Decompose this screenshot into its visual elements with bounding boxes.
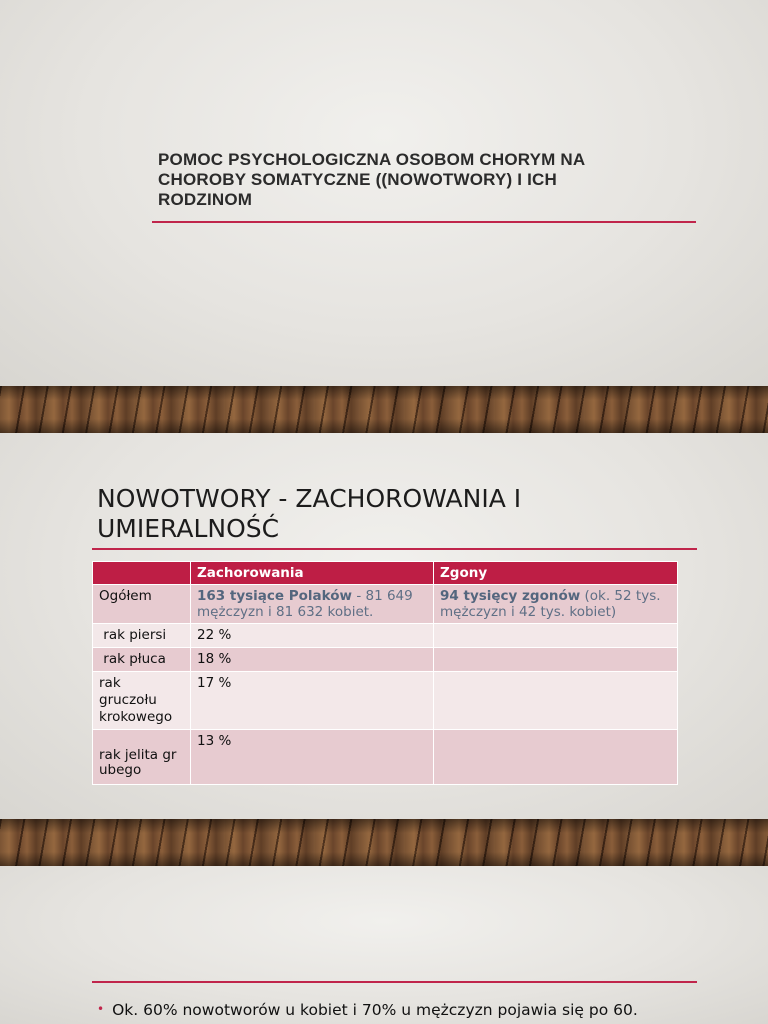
slide-1	[0, 0, 768, 386]
cancer-statistics-table	[92, 561, 678, 785]
slide-1-title-rule	[152, 221, 696, 223]
table-header-row	[93, 562, 678, 585]
table-row	[93, 672, 678, 730]
deaths-detail: (ok. 52 tys. mężczyzn i 42 tys. kobiet)	[440, 588, 661, 620]
wood-floor-divider-1	[0, 386, 768, 433]
row-deaths	[434, 585, 678, 624]
wood-floor-divider-2	[0, 819, 768, 866]
row-cases: 18 %	[191, 648, 434, 672]
bullet-dot-icon: •	[97, 1002, 105, 1016]
row-cases: 22 %	[191, 624, 434, 648]
header-empty	[93, 562, 191, 585]
row-deaths	[434, 730, 678, 785]
table-row	[93, 648, 678, 672]
table-row	[93, 585, 678, 624]
row-name: rak jelita gr ubego	[93, 730, 191, 785]
cases-highlight: 163 tysiące Polaków	[197, 588, 353, 604]
row-name: Ogółem	[93, 585, 191, 624]
row-name: rak gruczołu krokowego	[93, 672, 191, 730]
header-cases: Zachorowania	[191, 562, 434, 585]
bullet-item	[97, 1000, 737, 1021]
bullet-text: Ok. 60% nowotworów u kobiet i 70% u mężczyzn pojawia się po 60.	[112, 1001, 638, 1019]
slide-1-title: POMOC PSYCHOLOGICZNA OSOBOM CHORYM NA CHOROBY SOMATYCZNE ((NOWOTWORY) I ICH RODZINOM	[158, 150, 586, 209]
table-row	[93, 624, 678, 648]
row-cases: 17 %	[191, 672, 434, 730]
row-name: rak piersi	[93, 624, 191, 648]
row-cases	[191, 585, 434, 624]
header-deaths: Zgony	[434, 562, 678, 585]
slide-3-title-rule	[92, 981, 697, 983]
slide-2-title: NOWOTWORY - ZACHOROWANIA I UMIERALNOŚĆ	[97, 484, 522, 543]
deaths-highlight: 94 tysięcy zgonów	[440, 588, 581, 604]
cases-detail: - 81 649 mężczyzn i 81 632 kobiet.	[197, 588, 413, 620]
row-deaths	[434, 624, 678, 648]
table-row	[93, 730, 678, 785]
slide-2-title-rule	[92, 548, 697, 550]
row-deaths	[434, 648, 678, 672]
row-name: rak płuca	[93, 648, 191, 672]
row-cases: 13 %	[191, 730, 434, 785]
row-deaths	[434, 672, 678, 730]
